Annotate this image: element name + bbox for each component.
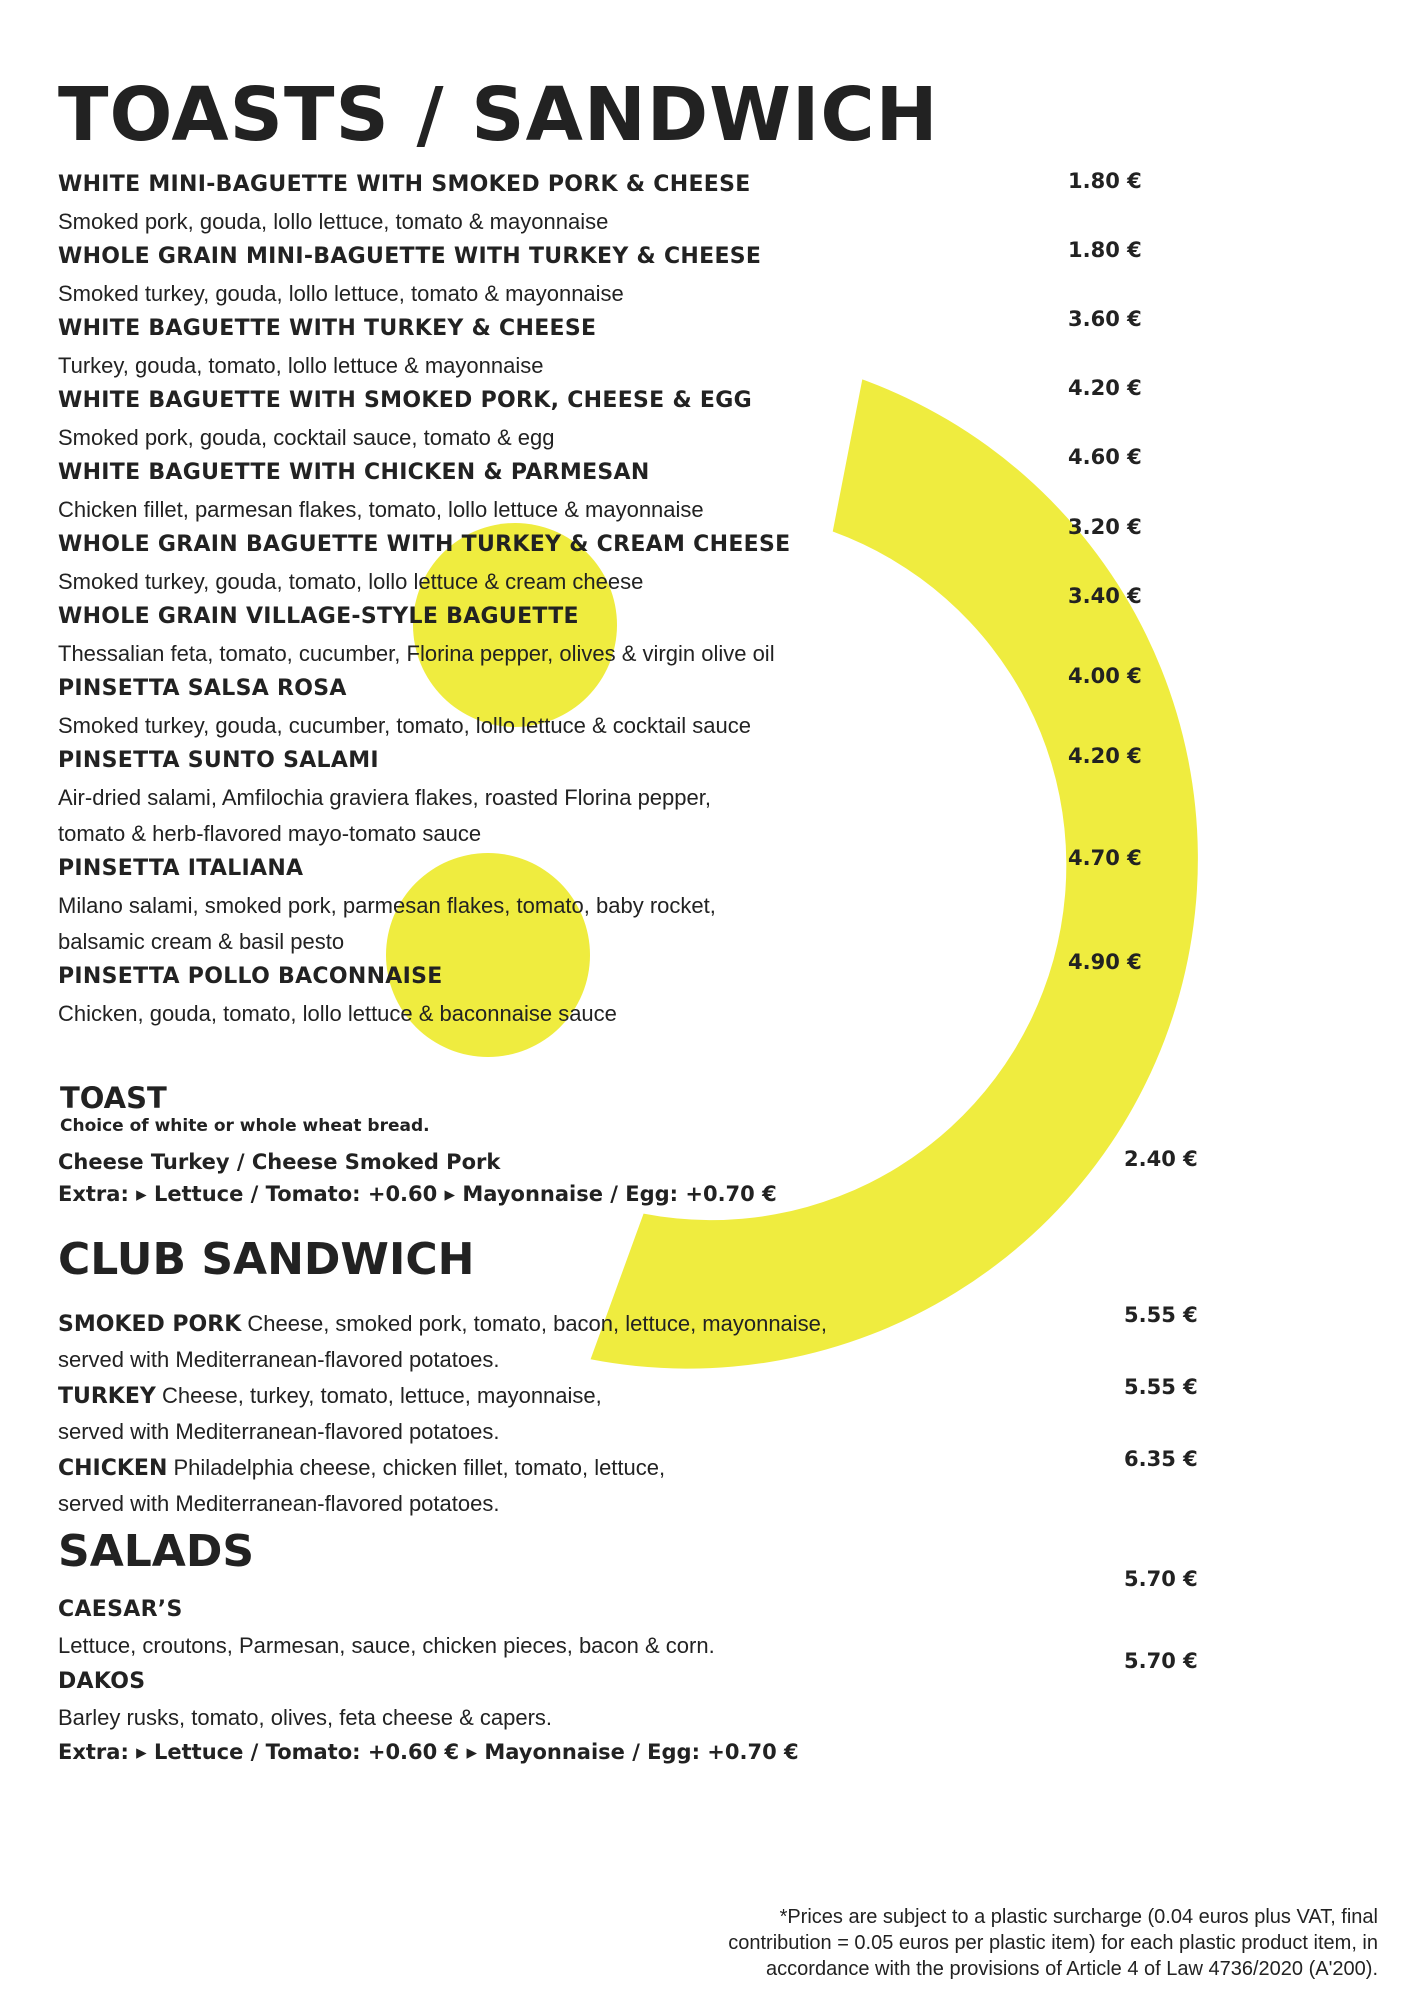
club-item-price: 5.55 € (1124, 1303, 1198, 1327)
club-item-price: 5.55 € (1124, 1375, 1198, 1399)
footnote-line: *Prices are subject to a plastic surcharge (0.04 euros plus VAT, final (779, 1906, 1378, 1928)
toast-item: Cheese Turkey / Cheese Smoked Pork (58, 1150, 501, 1174)
menu-item-price: 1.80 € (1068, 238, 1142, 262)
menu-item-desc: Chicken fillet, parmesan flakes, tomato, lollo lettuce & mayonnaise (58, 497, 704, 522)
club-item (58, 1383, 602, 1409)
club-item-price: 6.35 € (1124, 1447, 1198, 1471)
salad-price: 5.70 € (1124, 1649, 1198, 1673)
toast-extra: Extra: ▸ Lettuce / Tomato: +0.60 ▸ Mayonnaise / Egg: +0.70 € (58, 1182, 777, 1206)
menu-item-desc: Chicken, gouda, tomato, lollo lettuce & baconnaise sauce (58, 1001, 617, 1026)
salad-desc: Lettuce, croutons, Parmesan, sauce, chicken pieces, bacon & corn. (58, 1633, 715, 1658)
club-item-desc-cont: served with Mediterranean-flavored potatoes. (58, 1419, 500, 1444)
club-item-desc-cont: served with Mediterranean-flavored potatoes. (58, 1347, 500, 1372)
footnote-line: contribution = 0.05 euros per plastic item) for each plastic product item, in (728, 1932, 1378, 1954)
menu-item-name: WHOLE GRAIN VILLAGE-STYLE BAGUETTE (58, 604, 579, 629)
menu-item-name: WHITE BAGUETTE WITH SMOKED PORK, CHEESE & EGG (58, 388, 752, 413)
footnote-line: accordance with the provisions of Article 4 of Law 4736/2020 (A'200). (766, 1958, 1378, 1980)
menu-item-name: PINSETTA SUNTO SALAMI (58, 748, 379, 773)
menu-item-desc-cont: balsamic cream & basil pesto (58, 929, 345, 954)
salad-name: DAKOS (58, 1669, 146, 1694)
menu-item-name: PINSETTA POLLO BACONNAISE (58, 964, 443, 989)
menu-item-desc-cont: tomato & herb-flavored mayo-tomato sauce (58, 821, 482, 846)
menu-item-price: 4.20 € (1068, 744, 1142, 768)
club-item-label: TURKEY (58, 1384, 156, 1409)
menu-item-desc: Thessalian feta, tomato, cucumber, Florina pepper, olives & virgin olive oil (58, 641, 775, 666)
menu-item-name: PINSETTA ITALIANA (58, 856, 304, 881)
menu-item-price: 4.70 € (1068, 846, 1142, 870)
salads-title: SALADS (58, 1526, 255, 1577)
menu-item-name: WHOLE GRAIN MINI-BAGUETTE WITH TURKEY & CHEESE (58, 244, 762, 269)
menu-item-price: 1.80 € (1068, 169, 1142, 193)
club-item-desc: Cheese, smoked pork, tomato, bacon, lettuce, mayonnaise, (241, 1311, 828, 1336)
menu-item-desc: Smoked pork, gouda, cocktail sauce, tomato & egg (58, 425, 555, 450)
salad-desc: Barley rusks, tomato, olives, feta cheese & capers. (58, 1705, 553, 1730)
club-item (58, 1455, 665, 1481)
menu-item-price: 3.60 € (1068, 307, 1142, 331)
menu-item-price: 4.20 € (1068, 376, 1142, 400)
menu-item-price: 4.90 € (1068, 950, 1142, 974)
page-title: TOASTS / SANDWICH (58, 72, 939, 158)
menu-item-desc: Air-dried salami, Amfilochia graviera flakes, roasted Florina pepper, (58, 785, 711, 810)
menu-item-price: 4.00 € (1068, 664, 1142, 688)
footnote (618, 1904, 1378, 1982)
menu-item-name: WHITE MINI-BAGUETTE WITH SMOKED PORK & CHEESE (58, 172, 751, 197)
menu-item-desc: Turkey, gouda, tomato, lollo lettuce & mayonnaise (58, 353, 544, 378)
club-item-label: SMOKED PORK (58, 1312, 242, 1337)
club-item-desc: Philadelphia cheese, chicken fillet, tomato, lettuce, (167, 1455, 666, 1480)
toast-subtitle: Choice of white or whole wheat bread. (60, 1116, 430, 1136)
menu-item-desc: Smoked turkey, gouda, cucumber, tomato, lollo lettuce & cocktail sauce (58, 713, 751, 738)
menu-item-desc: Smoked pork, gouda, lollo lettuce, tomato & mayonnaise (58, 209, 609, 234)
menu-item-name: PINSETTA SALSA ROSA (58, 676, 347, 701)
club-item-label: CHICKEN (58, 1456, 168, 1481)
menu-item-name: WHOLE GRAIN BAGUETTE WITH TURKEY & CREAM CHEESE (58, 532, 791, 557)
menu-item-desc: Smoked turkey, gouda, lollo lettuce, tomato & mayonnaise (58, 281, 624, 306)
menu-item-price: 3.20 € (1068, 515, 1142, 539)
menu-item-name: WHITE BAGUETTE WITH CHICKEN & PARMESAN (58, 460, 650, 485)
toast-price: 2.40 € (1124, 1147, 1198, 1171)
menu-item-price: 3.40 € (1068, 584, 1142, 608)
salad-name: CAESAR’S (58, 1597, 183, 1622)
menu-item-desc: Milano salami, smoked pork, parmesan flakes, tomato, baby rocket, (58, 893, 716, 918)
salad-extra: Extra: ▸ Lettuce / Tomato: +0.60 € ▸ Mayonnaise / Egg: +0.70 € (58, 1740, 799, 1764)
menu-item-desc: Smoked turkey, gouda, tomato, lollo lettuce & cream cheese (58, 569, 644, 594)
salad-price: 5.70 € (1124, 1567, 1198, 1591)
club-item-desc: Cheese, turkey, tomato, lettuce, mayonnaise, (155, 1383, 602, 1408)
menu-item-price: 4.60 € (1068, 445, 1142, 469)
toast-title: TOAST (60, 1081, 167, 1115)
club-sandwich-title: CLUB SANDWICH (58, 1234, 475, 1285)
menu-item-name: WHITE BAGUETTE WITH TURKEY & CHEESE (58, 316, 597, 341)
club-item-desc-cont: served with Mediterranean-flavored potatoes. (58, 1491, 500, 1516)
club-item (58, 1311, 827, 1337)
